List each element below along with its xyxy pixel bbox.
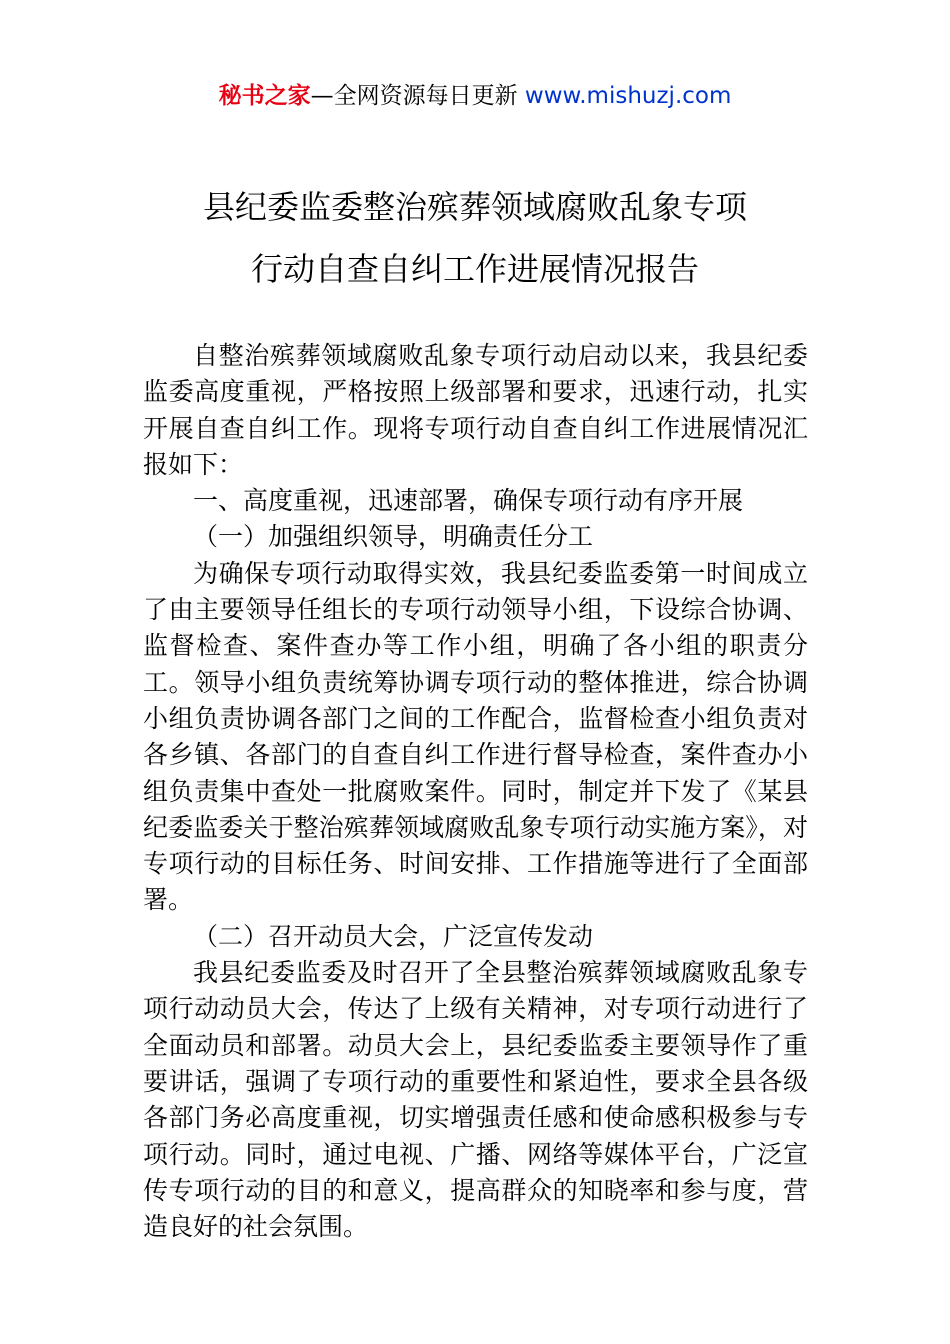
- section-1-heading: 一、高度重视，迅速部署，确保专项行动有序开展: [193, 486, 744, 516]
- subsection-1-paragraph: 为确保专项行动取得实效，我县纪委监委第一时间成立了由主要领导任组长的专项行动领导小组，下设综合协调、监督检查、案件查办等工作小组，明确了各小组的职责分工。领导小组负责统筹协调专项行动的整体推进，综合协调小组负责协调各部门之间的工作配合，监督检查小组负责对各乡镇、各部门的自查自纠工作进行督导检查，案件查办小组负责集中查处一批腐败案件。同时，制定并下发了《某县纪委监委关于整治殡葬领域腐败乱象专项行动实施方案》，对专项行动的目标任务、时间安排、工作措施等进行了全面部署。: [143, 558, 808, 915]
- site-brand: 秘书之家: [218, 83, 311, 109]
- intro-paragraph: 自整治殡葬领域腐败乱象专项行动启动以来，我县纪委监委高度重视，严格按照上级部署和要求，迅速行动，扎实开展自查自纠工作。现将专项行动自查自纠工作进展情况汇报如下：: [143, 341, 808, 479]
- document-title-line-2: 行动自查自纠工作进展情况报告: [250, 250, 699, 288]
- document-title: [0, 176, 950, 300]
- subsection-1-heading: （一）加强组织领导，明确责任分工: [193, 522, 594, 552]
- subsection-2-paragraph: 我县纪委监委及时召开了全县整治殡葬领域腐败乱象专项行动动员大会，传达了上级有关精神，对专项行动进行了全面动员和部署。动员大会上，县纪委监委主要领导作了重要讲话，强调了专项行动的重要性和紧迫性，要求全县各级各部门务必高度重视，切实增强责任感和使命感积极参与专项行动。同时，通过电视、广播、网络等媒体平台，广泛宣传专项行动的目的和意义，提高群众的知晓率和参与度，营造良好的社会氛围。: [143, 958, 808, 1242]
- subsection-2-heading: （二）召开动员大会，广泛宣传发动: [193, 921, 594, 951]
- site-url-link[interactable]: www.mishuzj.com: [524, 83, 732, 109]
- site-header: [0, 80, 950, 112]
- document-body: [143, 338, 808, 1245]
- site-tagline: —全网资源每日更新: [310, 83, 525, 109]
- document-title-line-1: 县纪委监委整治殡葬领域腐败乱象专项: [202, 188, 747, 226]
